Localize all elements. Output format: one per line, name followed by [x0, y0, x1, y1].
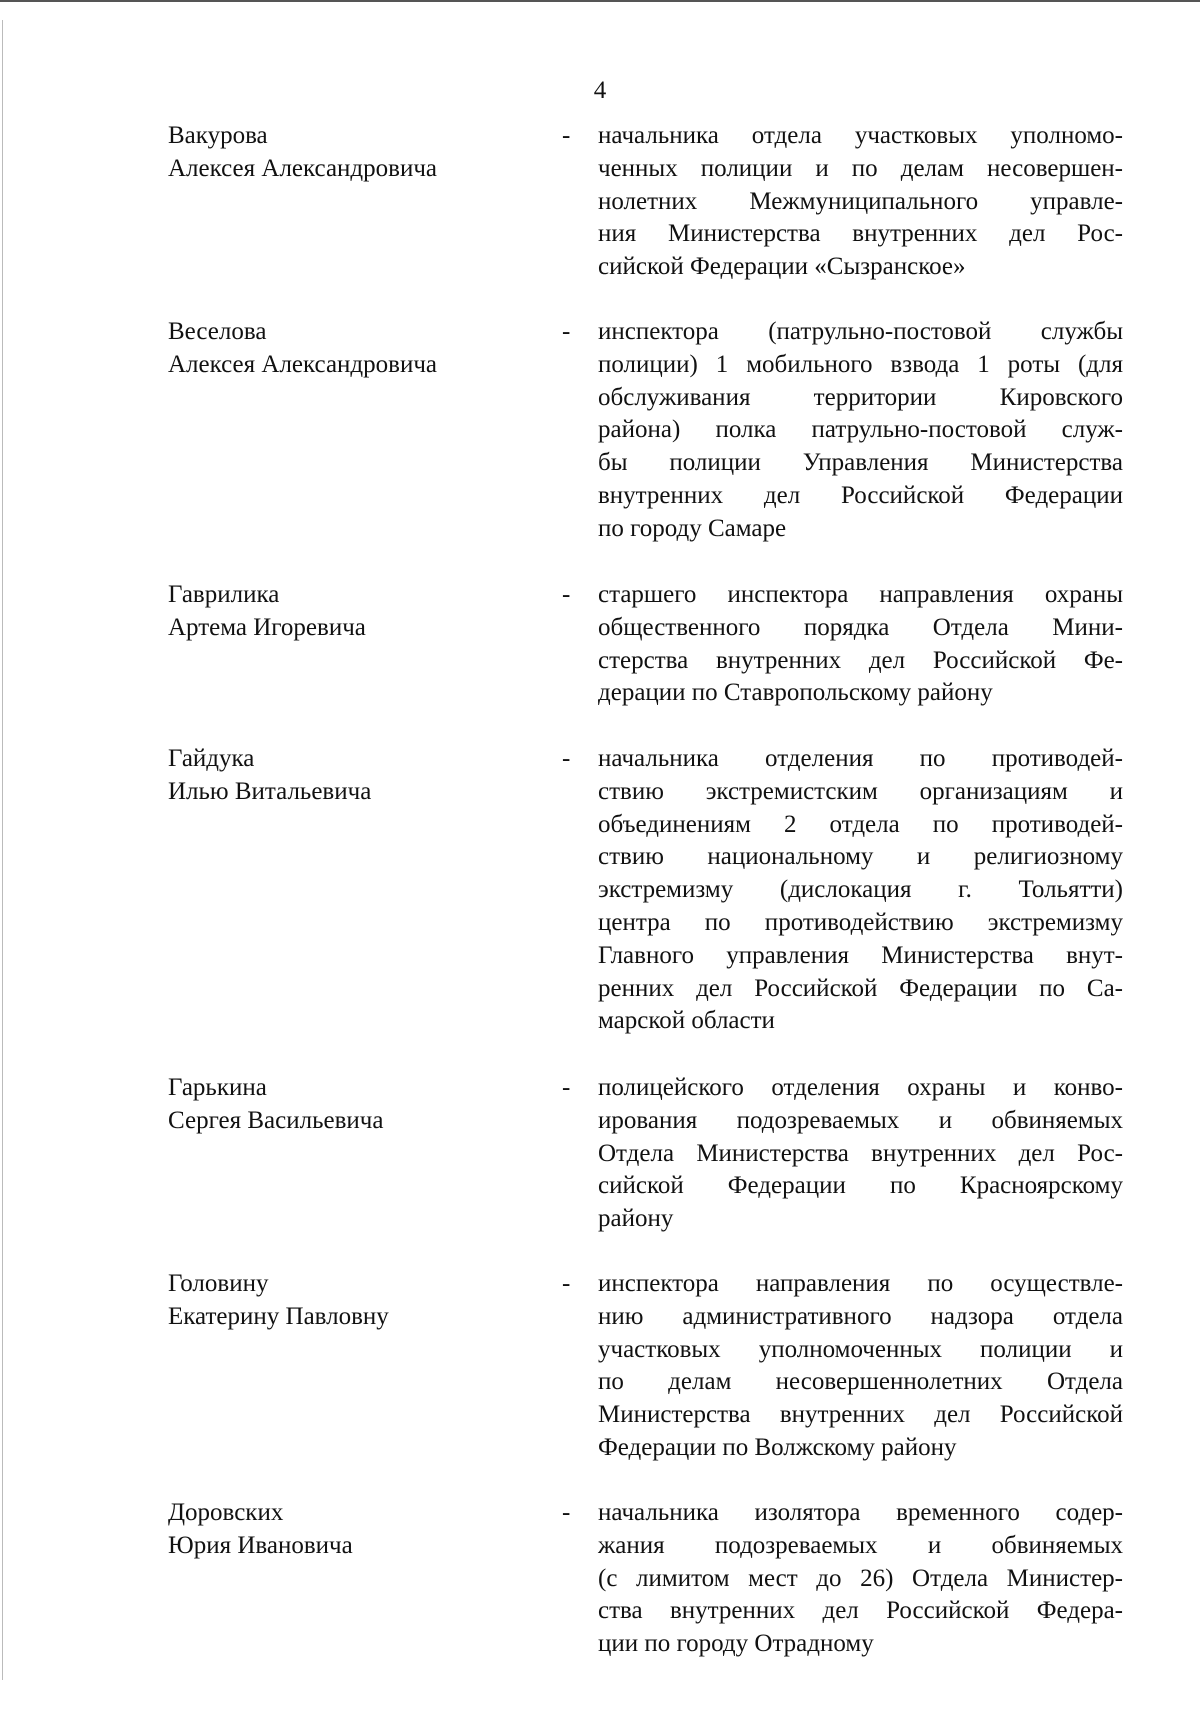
position-description — [598, 1497, 1123, 1661]
person-name — [168, 579, 548, 645]
position-description — [598, 579, 1123, 710]
person-given-names: Алексея Александровича — [168, 350, 437, 378]
position-line: начальника изолятора временного содер- — [598, 1499, 1123, 1526]
position-line: по городу Самаре — [598, 514, 787, 542]
position-line: району — [598, 1205, 674, 1233]
position-line: жания подозреваемых и обвиняемых — [598, 1531, 1123, 1559]
person-surname: Гаврилика — [168, 581, 280, 608]
position-line: обслуживания территории Кировского — [598, 383, 1123, 411]
position-line: инспектора (патрульно-постовой службы — [598, 318, 1123, 345]
person-given-names: Артема Игоревича — [168, 613, 366, 641]
position-line: района) полка патрульно-постовой служ- — [598, 416, 1123, 444]
entry-dash: - — [562, 1074, 571, 1101]
position-line: стерства внутренних дел Российской Фе- — [598, 646, 1123, 674]
position-line: Отдела Министерства внутренних дел Рос- — [598, 1139, 1123, 1167]
position-line: ции по городу Отрадному — [598, 1630, 874, 1658]
person-surname: Головину — [168, 1270, 269, 1297]
entry-dash: - — [562, 1270, 571, 1297]
position-line: участковых уполномоченных полиции и — [598, 1335, 1123, 1363]
position-description — [598, 1268, 1123, 1465]
position-line: экстремизму (дислокация г. Тольятти) — [598, 876, 1123, 904]
position-description — [598, 1072, 1123, 1236]
position-line: ствию экстремистским организациям и — [598, 777, 1123, 805]
position-line: инспектора направления по осуществле- — [598, 1270, 1123, 1297]
position-line: бы полиции Управления Министерства — [598, 449, 1123, 477]
person-surname: Гайдука — [168, 745, 255, 772]
position-line: ирования подозреваемых и обвиняемых — [598, 1106, 1123, 1134]
person-name — [168, 120, 548, 186]
entry-dash: - — [562, 1499, 571, 1526]
person-given-names: Алексея Александровича — [168, 154, 437, 182]
position-line: дерации по Ставропольскому району — [598, 679, 993, 707]
position-line: полиции) 1 мобильного взвода 1 роты (для — [598, 350, 1123, 378]
position-line: сийской Федерации по Красноярскому — [598, 1172, 1123, 1200]
position-line: начальника отделения по противодей- — [598, 745, 1123, 772]
person-given-names: Екатерину Павловну — [168, 1302, 389, 1330]
person-surname: Вакурова — [168, 122, 268, 149]
position-description — [598, 743, 1123, 1038]
person-name — [168, 1072, 548, 1138]
position-line: внутренних дел Российской Федерации — [598, 481, 1123, 509]
position-line: нолетних Межмуниципального управле- — [598, 187, 1123, 215]
person-name — [168, 743, 548, 809]
position-line: общественного порядка Отдела Мини- — [598, 613, 1123, 641]
person-surname: Доровских — [168, 1499, 284, 1526]
position-description — [598, 316, 1123, 546]
position-line: ства внутренних дел Российской Федера- — [598, 1597, 1123, 1625]
position-line: старшего инспектора направления охраны — [598, 581, 1123, 608]
position-line: (с лимитом мест до 26) Отдела Министер- — [598, 1564, 1123, 1592]
entry-dash: - — [562, 581, 571, 608]
position-line: объединениям 2 отдела по противодей- — [598, 810, 1123, 838]
person-name — [168, 1497, 548, 1563]
position-description — [598, 120, 1123, 284]
person-given-names: Илью Витальевича — [168, 777, 372, 805]
person-surname: Гарькина — [168, 1074, 267, 1101]
position-line: ствию национальному и религиозному — [598, 843, 1123, 871]
position-line: начальника отдела участковых уполномо- — [598, 122, 1123, 149]
position-line: марской области — [598, 1007, 775, 1035]
person-given-names: Юрия Ивановича — [168, 1531, 353, 1559]
position-line: ренних дел Российской Федерации по Са- — [598, 974, 1123, 1002]
entry-dash: - — [562, 745, 571, 772]
position-line: Главного управления Министерства внут- — [598, 941, 1123, 969]
scan-top-border — [0, 0, 1200, 2]
position-line: Министерства внутренних дел Российской — [598, 1401, 1123, 1429]
position-line: центра по противодействию экстремизму — [598, 908, 1123, 936]
page-number: 4 — [593, 77, 607, 104]
entry-dash: - — [562, 318, 571, 345]
position-line: по делам несовершеннолетних Отдела — [598, 1368, 1123, 1396]
position-line: полицейского отделения охраны и конво- — [598, 1074, 1123, 1101]
person-name — [168, 316, 548, 382]
person-name — [168, 1268, 548, 1334]
person-surname: Веселова — [168, 318, 267, 345]
position-line: ченных полиции и по делам несовершен- — [598, 154, 1123, 182]
position-line: нию административного надзора отдела — [598, 1302, 1123, 1330]
person-given-names: Сергея Васильевича — [168, 1106, 384, 1134]
position-line: ния Министерства внутренних дел Рос- — [598, 220, 1123, 248]
position-line: Федерации по Волжскому району — [598, 1433, 957, 1461]
position-line: сийской Федерации «Сызранское» — [598, 253, 966, 281]
entry-dash: - — [562, 122, 571, 149]
scan-left-edge — [2, 20, 3, 1680]
